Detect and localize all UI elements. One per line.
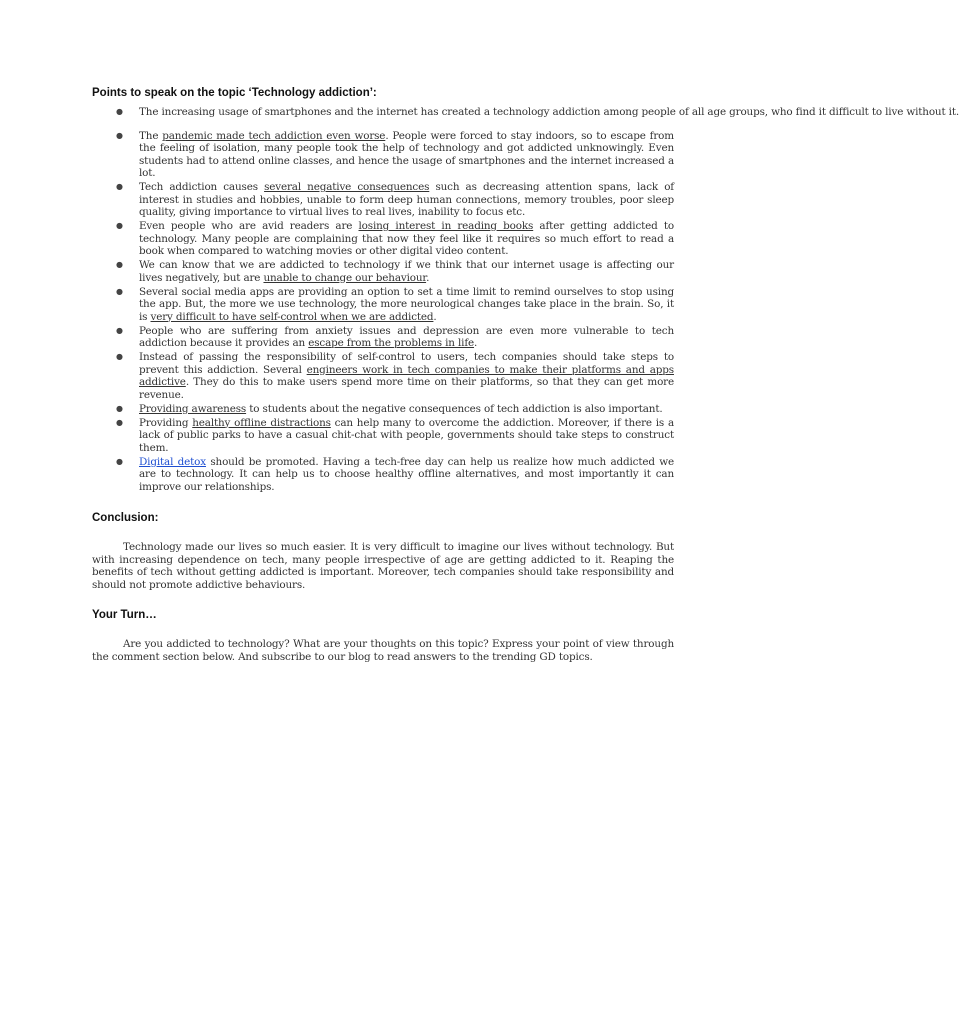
bullet-icon: ● — [116, 456, 123, 466]
pandemic-link[interactable]: pandemic made tech addiction even worse — [162, 129, 386, 142]
conclusion-paragraph: Technology made our lives so much easier. It is very difficult to imagine our lives without technology. But with increasing dependence on tech, many people irrespective of age are getting addicted to it. Reaping the benefits of tech without getting addicted is important. Moreover, tech companies should take responsibility and should not promote addictive behaviours. — [92, 541, 674, 591]
list-item: ● People who are suffering from anxiety issues and depression are even more vulnerable to tech addiction because it provides an escape from the problems in life. — [116, 324, 674, 349]
list-item: ● We can know that we are addicted to technology if we think that our internet usage is affecting our lives negatively, but are unable to change our behaviour. — [116, 259, 674, 284]
digital-detox-link[interactable]: Digital detox — [139, 455, 206, 468]
list-item: ● Providing healthy offline distractions can help many to overcome the addiction. Moreover, if there is a lack of public parks to have a casual chit-chat with people, governments should take steps to construct them. — [116, 416, 674, 454]
negative-consequences-link[interactable]: several negative consequences — [264, 181, 430, 193]
change-behaviour-link[interactable]: unable to change our behaviour — [263, 271, 427, 284]
bullet-icon: ● — [116, 260, 123, 269]
bullet-icon: ● — [116, 403, 123, 413]
conclusion-heading: Conclusion: — [92, 512, 159, 524]
list-item: ● The pandemic made tech addiction even worse. People were forced to stay indoors, so to escape from the feeling of isolation, many people took the help of technology and got addicted unknowingly. Even students had to attend online classes, and hence the usage of smartphones and the internet increased a lot. — [116, 129, 674, 179]
list-item: ● Instead of passing the responsibility of self-control to users, tech companies should take steps to prevent this addiction. Several engineers work in tech companies to make their platforms and apps addictive. They do this to make users spend more time on their platforms, so that they can get more revenue. — [116, 351, 674, 401]
offline-distractions-link[interactable]: healthy offline distractions — [192, 416, 331, 429]
bullet-icon: ● — [116, 325, 123, 335]
bullet-icon: ● — [116, 417, 123, 427]
list-item: ● Tech addiction causes several negative consequences such as decreasing attention spans, lack of interest in studies and hobbies, unable to form deep human connections, memory troubles, poor sleep quality, giving importance to virtual lives to real lives, inability to focus etc. — [116, 181, 674, 218]
providing-awareness-link[interactable]: Providing awareness — [139, 402, 247, 415]
your-turn-heading: Your Turn… — [92, 609, 157, 621]
bullet-icon: ● — [116, 107, 123, 116]
list-item: ● The increasing usage of smartphones and the internet has created a technology addiction among people of all age groups, who find it difficult to live without it. — [116, 106, 959, 118]
bullet-icon: ● — [116, 221, 123, 230]
list-item: ● Providing awareness to students about the negative consequences of tech addiction is also important. — [116, 402, 663, 415]
bullet-icon: ● — [116, 286, 123, 296]
list-item: ● Even people who are avid readers are losing interest in reading books after getting addicted to technology. Many people are complaining that now they feel like it requires so much effort to read a book when compared to watching movies or other digital video content. — [116, 220, 675, 257]
list-item: ● Several social media apps are providing an option to set a time limit to remind ourselves to stop using the app. But, the more we use technology, the more neurological changes take place in the brain. So, it is very difficult to have self-control when we are addicted. — [116, 285, 674, 323]
reading-books-link[interactable]: losing interest in reading books — [358, 220, 534, 232]
points-heading: Points to speak on the topic ‘Technology addiction’: — [92, 87, 377, 99]
bullet-icon: ● — [116, 352, 123, 361]
bullet-icon: ● — [116, 130, 123, 140]
self-control-link[interactable]: very difficult to have self-control when we are addicted — [150, 310, 434, 323]
your-turn-paragraph: Are you addicted to technology? What are your thoughts on this topic? Express your point of view through the comment section below. And subscribe to our blog to read answers to the trending GD topics. — [92, 638, 674, 663]
points-list — [92, 106, 959, 495]
list-item: ● Digital detox should be promoted. Having a tech-free day can help us realize how much addicted we are to technology. It can help us to choose healthy offline alternatives, and most importantly it can improve our relationships. — [116, 455, 674, 493]
escape-problems-link[interactable]: escape from the problems in life — [308, 337, 475, 349]
bullet-icon: ● — [116, 182, 123, 191]
engineers-addictive-link[interactable]: engineers work in tech companies to make their platforms and apps addictive — [139, 363, 674, 388]
